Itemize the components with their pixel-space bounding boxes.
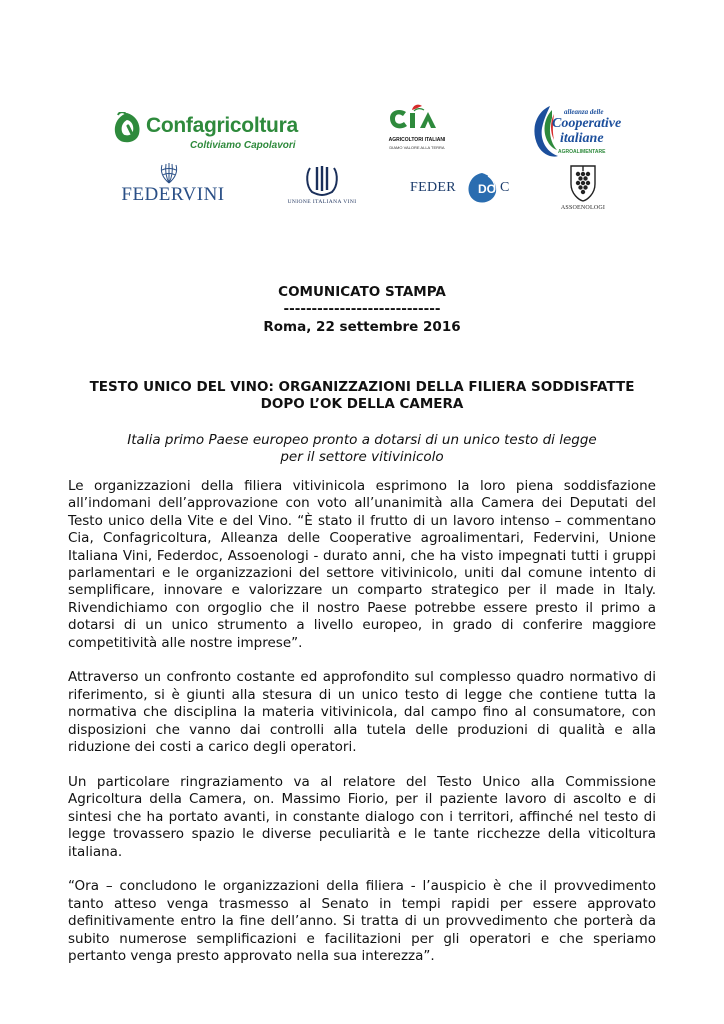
alleanza-line4: AGROALIMENTARE — [558, 149, 606, 155]
unione-italiana-vini-logo — [284, 164, 360, 210]
body-paragraph-1: Le organizzazioni della filiera vitivinicola esprimono la loro piena soddisfazione all’indomani dell’approvazione con voto all’unanimità alla Camera dei Deputati del Testo unico della Vite e del Vino. “È stato il frutto di un lavoro intenso – commentano Cia, Confagricoltura, Alleanza delle Cooperative agroalimentari, Federvini, Unione Italiana Vini, Federdoc, Assoenologi - durato anni, che ha visto impegnati tutti i gruppi parlamentari e le organizzazioni del settore vitivinicolo, uniti dal comune intento di semplificare, innovare e valorizzare un comparto strategico per il made in Italy. Rivendichiamo con orgoglio che il nostro Paese potrebbe essere presto il primo a dotarsi di un unico strumento a livello europeo, in grado di conferire maggiore competitività alle nostre imprese”. — [68, 478, 656, 651]
logo-strip — [0, 0, 724, 230]
body-paragraph-2: Attraverso un confronto costante ed approfondito sul complesso quadro normativo di riferimento, si è giunti alla stesura di un unico testo di legge che contiene tutta la normativa che disciplina la materia vitivinicola, dal campo fino al consumatore, con disposizioni che vanno dai controlli alla tutela delle produzioni di qualità e alla riduzione dei costi a carico degli operatori. — [68, 669, 656, 756]
federdoc-logo — [410, 172, 514, 208]
cia-name: AGRICOLTORI ITALIANI — [388, 137, 446, 143]
federvini-grape-icon — [154, 162, 184, 184]
uiv-arches-icon — [304, 164, 340, 196]
uiv-name: UNIONE ITALIANA VINI — [287, 199, 357, 205]
subheadline-line1: Italia primo Paese europeo pronto a dotarsi di un unico testo di legge — [127, 432, 597, 448]
body-paragraph-3: Un particolare ringraziamento va al relatore del Testo Unico alla Commissione Agricoltura della Camera, on. Massimo Fiorio, per il paziente lavoro di ascolto e di sintesi che ha portato avanti, in constante dialogo con i territori, affinché nel testo di legge trovassero spazio le diverse peculiarità e le tante ricchezze della viticoltura italiana. — [68, 773, 656, 860]
press-release-body — [68, 478, 656, 983]
federvini-name: FEDERVINI — [121, 184, 225, 205]
subheadline-line2: per il settore vitivinicolo — [280, 449, 444, 465]
cia-leaf-icon — [386, 104, 446, 134]
federdoc-doc-text: DO — [478, 182, 496, 196]
assoenologi-grape-shield-icon — [567, 162, 599, 202]
confagricoltura-leaf-icon — [112, 112, 142, 144]
alleanza-line2: Cooperative — [552, 116, 622, 131]
assoenologi-logo — [554, 162, 612, 216]
federdoc-c-text: C — [500, 180, 510, 195]
body-paragraph-4: “Ora – concludono le organizzazioni della filiera - l’auspicio è che il provvedimento tanto atteso venga trasmesso al Senato in tempi rapidi per essere approvato definitivamente entro la fine dell’anno. Si tratta di un provvedimento che porterà da subito numerose semplificazioni e facilitazioni per gli operatori e che speriamo pertanto venga presto approvato nella sua interezza”. — [68, 878, 656, 964]
assoenologi-name: ASSOENOLOGI — [560, 205, 606, 211]
federvini-logo — [118, 162, 228, 208]
alleanza-cooperative-logo — [528, 100, 622, 162]
confagricoltura-name: Confagricoltura — [146, 114, 298, 137]
headline-line2: DOPO L’OK DELLA CAMERA — [260, 396, 464, 412]
alleanza-line1: alleanza delle — [564, 108, 604, 116]
cia-tagline: DIAMO VALORE ALLA TERRA — [389, 145, 445, 150]
confagricoltura-tagline: Coltiviamo Capolavori — [190, 140, 296, 151]
federdoc-feder-text: FEDER — [410, 180, 456, 195]
confagricoltura-logo — [108, 108, 298, 156]
document-date: Roma, 22 settembre 2016 — [263, 319, 461, 335]
cia-logo — [384, 104, 448, 156]
headline-line1: TESTO UNICO DEL VINO: ORGANIZZAZIONI DELLA FILIERA SODDISFATTE — [89, 379, 635, 395]
header-divider: ---------------------------- — [283, 301, 441, 317]
alleanza-line3: italiane — [560, 131, 604, 146]
document-label: COMUNICATO STAMPA — [278, 284, 446, 300]
